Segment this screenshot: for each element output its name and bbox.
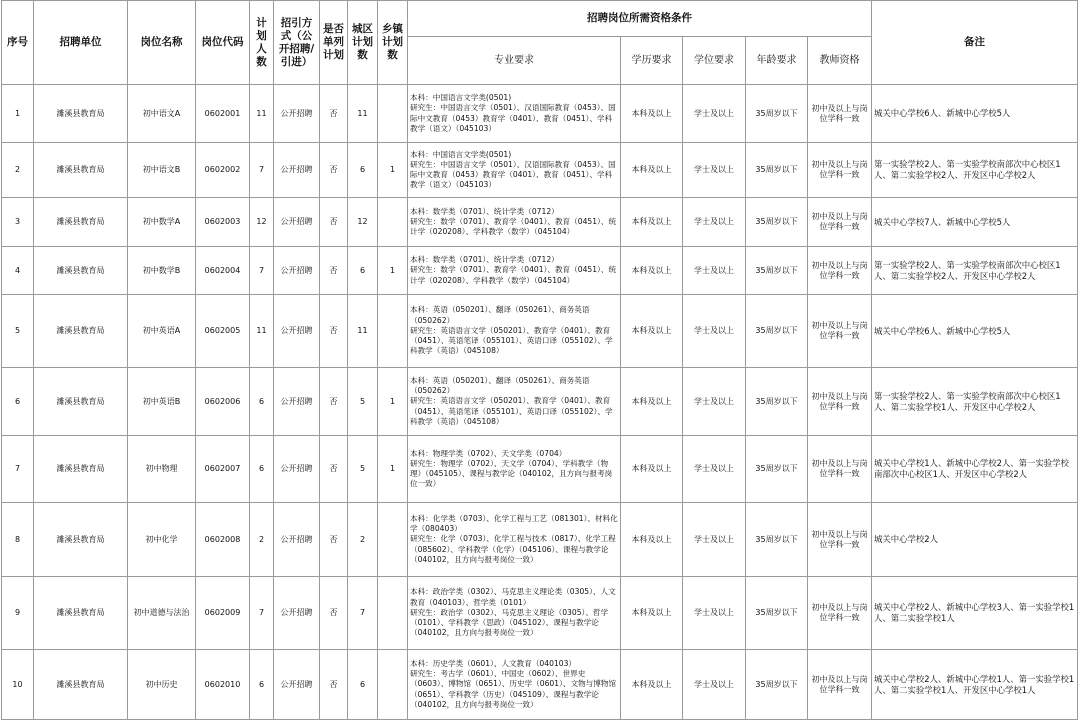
header-remark: 备注 xyxy=(872,1,1078,85)
cell-age: 35周岁以下 xyxy=(746,85,808,143)
cell-degree: 学士及以上 xyxy=(683,577,746,650)
cell-seq: 9 xyxy=(2,577,34,650)
cell-town xyxy=(378,295,408,368)
cell-post: 初中语文A xyxy=(128,85,196,143)
cell-edu: 本科及以上 xyxy=(621,503,683,577)
cell-age: 35周岁以下 xyxy=(746,368,808,436)
cell-code: 0602008 xyxy=(196,503,250,577)
cell-seq: 2 xyxy=(2,143,34,198)
cell-city: 2 xyxy=(348,503,378,577)
cell-seq: 1 xyxy=(2,85,34,143)
header-age: 年龄要求 xyxy=(746,37,808,85)
cell-major: 本科：中国语言文学类(0501) 研究生：中国语言文学（0501）、汉语国际教育（0453）、国际中文教育（0453）教育学（0401）、教育（0451）、学科教学（语文）（045103） xyxy=(408,143,621,198)
cell-city: 6 xyxy=(348,650,378,720)
cell-teacher: 初中及以上与岗位学科一致 xyxy=(808,503,872,577)
cell-city: 5 xyxy=(348,436,378,503)
cell-town xyxy=(378,198,408,247)
cell-post: 初中道德与法治 xyxy=(128,577,196,650)
cell-age: 35周岁以下 xyxy=(746,503,808,577)
cell-plan: 7 xyxy=(250,247,274,295)
cell-code: 0602004 xyxy=(196,247,250,295)
header-single: 是否单列计划 xyxy=(320,1,348,85)
table-row xyxy=(2,247,1078,295)
cell-code: 0602002 xyxy=(196,143,250,198)
cell-age: 35周岁以下 xyxy=(746,143,808,198)
cell-major: 本科：英语（050201）、翻译（050261）、商务英语（050262） 研究生：英语语言文学（050201）、教育学（0401）、教育（0451）、英语笔译（055101）、英语口译（055102）、学科教学（英语）（045108） xyxy=(408,295,621,368)
cell-method: 公开招聘 xyxy=(274,368,320,436)
cell-degree: 学士及以上 xyxy=(683,368,746,436)
cell-plan: 11 xyxy=(250,295,274,368)
cell-teacher: 初中及以上与岗位学科一致 xyxy=(808,85,872,143)
cell-seq: 6 xyxy=(2,368,34,436)
cell-remark: 城关中心学校7人、新城中心学校5人 xyxy=(872,198,1078,247)
cell-unit: 濉溪县教育局 xyxy=(34,85,128,143)
cell-single: 否 xyxy=(320,85,348,143)
cell-edu: 本科及以上 xyxy=(621,143,683,198)
cell-unit: 濉溪县教育局 xyxy=(34,247,128,295)
header-edu: 学历要求 xyxy=(621,37,683,85)
cell-remark: 第一实验学校2人、第一实验学校南部次中心校区1人、第二实验学校1人、开发区中心学校2人 xyxy=(872,368,1078,436)
cell-teacher: 初中及以上与岗位学科一致 xyxy=(808,295,872,368)
cell-single: 否 xyxy=(320,503,348,577)
cell-town: 1 xyxy=(378,247,408,295)
cell-degree: 学士及以上 xyxy=(683,436,746,503)
cell-city: 5 xyxy=(348,368,378,436)
cell-city: 12 xyxy=(348,198,378,247)
cell-age: 35周岁以下 xyxy=(746,650,808,720)
cell-method: 公开招聘 xyxy=(274,198,320,247)
table-row xyxy=(2,198,1078,247)
cell-seq: 8 xyxy=(2,503,34,577)
cell-remark: 城关中心学校2人 xyxy=(872,503,1078,577)
cell-edu: 本科及以上 xyxy=(621,247,683,295)
cell-single: 否 xyxy=(320,247,348,295)
cell-age: 35周岁以下 xyxy=(746,247,808,295)
cell-major: 本科：物理学类（0702）、天文学类（0704） 研究生：物理学（0702）、天文学（0704）、学科教学（物理）（045105）、课程与教学论（040102，且方向与报考岗位一致） xyxy=(408,436,621,503)
cell-degree: 学士及以上 xyxy=(683,247,746,295)
header-unit: 招聘单位 xyxy=(34,1,128,85)
cell-major: 本科：政治学类（0302）、马克思主义理论类（0305）、人文教育（040103）、哲学类（0101） 研究生：政治学（0302）、马克思主义理论（0305）、哲学（0101）、学科教学（思政）（045102）、课程与教学论（040102，且方向与报考岗位一致） xyxy=(408,577,621,650)
cell-single: 否 xyxy=(320,650,348,720)
cell-remark: 城关中心学校6人、新城中心学校5人 xyxy=(872,295,1078,368)
cell-edu: 本科及以上 xyxy=(621,577,683,650)
cell-code: 0602009 xyxy=(196,577,250,650)
cell-post: 初中英语A xyxy=(128,295,196,368)
cell-code: 0602005 xyxy=(196,295,250,368)
header-seq: 序号 xyxy=(2,1,34,85)
cell-degree: 学士及以上 xyxy=(683,503,746,577)
header-city: 城区计划数 xyxy=(348,1,378,85)
cell-seq: 5 xyxy=(2,295,34,368)
cell-seq: 4 xyxy=(2,247,34,295)
cell-post: 初中物理 xyxy=(128,436,196,503)
cell-plan: 6 xyxy=(250,436,274,503)
cell-code: 0602003 xyxy=(196,198,250,247)
cell-post: 初中英语B xyxy=(128,368,196,436)
cell-edu: 本科及以上 xyxy=(621,85,683,143)
cell-unit: 濉溪县教育局 xyxy=(34,503,128,577)
table-row xyxy=(2,368,1078,436)
table-row xyxy=(2,85,1078,143)
cell-unit: 濉溪县教育局 xyxy=(34,436,128,503)
cell-age: 35周岁以下 xyxy=(746,577,808,650)
cell-single: 否 xyxy=(320,295,348,368)
cell-city: 11 xyxy=(348,295,378,368)
cell-method: 公开招聘 xyxy=(274,436,320,503)
cell-town: 1 xyxy=(378,143,408,198)
cell-teacher: 初中及以上与岗位学科一致 xyxy=(808,247,872,295)
cell-single: 否 xyxy=(320,368,348,436)
cell-town xyxy=(378,650,408,720)
header-town: 乡镇计划数 xyxy=(378,1,408,85)
table-row xyxy=(2,503,1078,577)
cell-major: 本科：化学类（0703）、化学工程与工艺（081301）、材料化学（080403） 研究生：化学（0703）、化学工程与技术（0817）、化学工程（085602）、学科教学（化学）（045106）、课程与教学论（040102，且方向与报考岗位一致） xyxy=(408,503,621,577)
cell-degree: 学士及以上 xyxy=(683,650,746,720)
cell-plan: 11 xyxy=(250,85,274,143)
header-plan: 计划人数 xyxy=(250,1,274,85)
cell-unit: 濉溪县教育局 xyxy=(34,577,128,650)
cell-edu: 本科及以上 xyxy=(621,368,683,436)
cell-teacher: 初中及以上与岗位学科一致 xyxy=(808,436,872,503)
cell-teacher: 初中及以上与岗位学科一致 xyxy=(808,650,872,720)
cell-town: 1 xyxy=(378,436,408,503)
cell-single: 否 xyxy=(320,577,348,650)
cell-degree: 学士及以上 xyxy=(683,295,746,368)
cell-age: 35周岁以下 xyxy=(746,198,808,247)
table-row xyxy=(2,436,1078,503)
table-row xyxy=(2,650,1078,720)
cell-unit: 濉溪县教育局 xyxy=(34,143,128,198)
cell-unit: 濉溪县教育局 xyxy=(34,198,128,247)
cell-method: 公开招聘 xyxy=(274,295,320,368)
cell-edu: 本科及以上 xyxy=(621,295,683,368)
cell-code: 0602006 xyxy=(196,368,250,436)
cell-single: 否 xyxy=(320,436,348,503)
cell-method: 公开招聘 xyxy=(274,503,320,577)
header-post: 岗位名称 xyxy=(128,1,196,85)
cell-unit: 濉溪县教育局 xyxy=(34,650,128,720)
cell-degree: 学士及以上 xyxy=(683,198,746,247)
cell-single: 否 xyxy=(320,143,348,198)
cell-unit: 濉溪县教育局 xyxy=(34,295,128,368)
cell-teacher: 初中及以上与岗位学科一致 xyxy=(808,368,872,436)
recruitment-table xyxy=(1,0,1078,720)
cell-remark: 城关中心学校1人、新城中心学校2人、第一实验学校南部次中心校区1人、开发区中心学校2人 xyxy=(872,436,1078,503)
table-row xyxy=(2,577,1078,650)
cell-edu: 本科及以上 xyxy=(621,436,683,503)
cell-major: 本科：英语（050201）、翻译（050261）、商务英语（050262） 研究生：英语语言文学（050201）、教育学（0401）、教育（0451）、英语笔译（055101）、英语口译（055102）、学科教学（英语）（045108） xyxy=(408,368,621,436)
cell-degree: 学士及以上 xyxy=(683,143,746,198)
cell-town: 1 xyxy=(378,368,408,436)
cell-teacher: 初中及以上与岗位学科一致 xyxy=(808,577,872,650)
cell-plan: 7 xyxy=(250,577,274,650)
cell-post: 初中数学B xyxy=(128,247,196,295)
cell-town xyxy=(378,85,408,143)
header-code: 岗位代码 xyxy=(196,1,250,85)
table-row xyxy=(2,295,1078,368)
cell-code: 0602001 xyxy=(196,85,250,143)
cell-seq: 10 xyxy=(2,650,34,720)
cell-teacher: 初中及以上与岗位学科一致 xyxy=(808,198,872,247)
header-major: 专业要求 xyxy=(408,37,621,85)
cell-code: 0602007 xyxy=(196,436,250,503)
cell-teacher: 初中及以上与岗位学科一致 xyxy=(808,143,872,198)
cell-post: 初中化学 xyxy=(128,503,196,577)
cell-remark: 第一实验学校2人、第一实验学校南部次中心校区1人、第二实验学校2人、开发区中心学校2人 xyxy=(872,143,1078,198)
cell-plan: 7 xyxy=(250,143,274,198)
cell-plan: 6 xyxy=(250,368,274,436)
cell-post: 初中历史 xyxy=(128,650,196,720)
cell-plan: 6 xyxy=(250,650,274,720)
cell-method: 公开招聘 xyxy=(274,577,320,650)
cell-edu: 本科及以上 xyxy=(621,650,683,720)
cell-degree: 学士及以上 xyxy=(683,85,746,143)
header-degree: 学位要求 xyxy=(683,37,746,85)
cell-seq: 7 xyxy=(2,436,34,503)
cell-plan: 2 xyxy=(250,503,274,577)
cell-single: 否 xyxy=(320,198,348,247)
header-method: 招引方式（公开招聘/引进） xyxy=(274,1,320,85)
cell-post: 初中语文B xyxy=(128,143,196,198)
cell-town xyxy=(378,577,408,650)
cell-seq: 3 xyxy=(2,198,34,247)
cell-method: 公开招聘 xyxy=(274,85,320,143)
cell-city: 6 xyxy=(348,247,378,295)
cell-city: 11 xyxy=(348,85,378,143)
cell-city: 6 xyxy=(348,143,378,198)
cell-age: 35周岁以下 xyxy=(746,436,808,503)
cell-code: 0602010 xyxy=(196,650,250,720)
cell-age: 35周岁以下 xyxy=(746,295,808,368)
cell-remark: 城关中心学校2人、新城中心学校3人、第一实验学校1人、第二实验学校1人 xyxy=(872,577,1078,650)
cell-remark: 城关中心学校6人、新城中心学校5人 xyxy=(872,85,1078,143)
cell-post: 初中数学A xyxy=(128,198,196,247)
header-conditions: 招聘岗位所需资格条件 xyxy=(408,1,872,37)
cell-major: 本科：数学类（0701）、统计学类（0712） 研究生：数学（0701）、教育学（0401）、教育（0451）、统计学（020208）、学科教学（数学）（045104） xyxy=(408,247,621,295)
cell-town xyxy=(378,503,408,577)
cell-method: 公开招聘 xyxy=(274,650,320,720)
cell-remark: 第一实验学校2人、第一实验学校南部次中心校区1人、第二实验学校2人、开发区中心学校2人 xyxy=(872,247,1078,295)
cell-plan: 12 xyxy=(250,198,274,247)
table-row xyxy=(2,143,1078,198)
cell-edu: 本科及以上 xyxy=(621,198,683,247)
cell-major: 本科：中国语言文学类(0501) 研究生：中国语言文学（0501）、汉语国际教育（0453）、国际中文教育（0453）教育学（0401）、教育（0451）、学科教学（语文）（045103） xyxy=(408,85,621,143)
cell-remark: 城关中心学校2人、新城中心学校1人、第一实验学校1人、第二实验学校1人、开发区中心学校1人 xyxy=(872,650,1078,720)
header-teacher: 教师资格 xyxy=(808,37,872,85)
cell-major: 本科：数学类（0701）、统计学类（0712） 研究生：数学（0701）、教育学（0401）、教育（0451）、统计学（020208）、学科教学（数学）（045104） xyxy=(408,198,621,247)
cell-major: 本科：历史学类（0601）、人文教育（040103） 研究生：考古学（0601）、中国史（0602）、世界史（0603）、博物馆（0651）、历史学（0601）、文物与博物馆（0651）、学科教学（历史）（045109）、课程与教学论（040102，且方向与报考岗位一致） xyxy=(408,650,621,720)
cell-method: 公开招聘 xyxy=(274,143,320,198)
cell-unit: 濉溪县教育局 xyxy=(34,368,128,436)
cell-method: 公开招聘 xyxy=(274,247,320,295)
cell-city: 7 xyxy=(348,577,378,650)
